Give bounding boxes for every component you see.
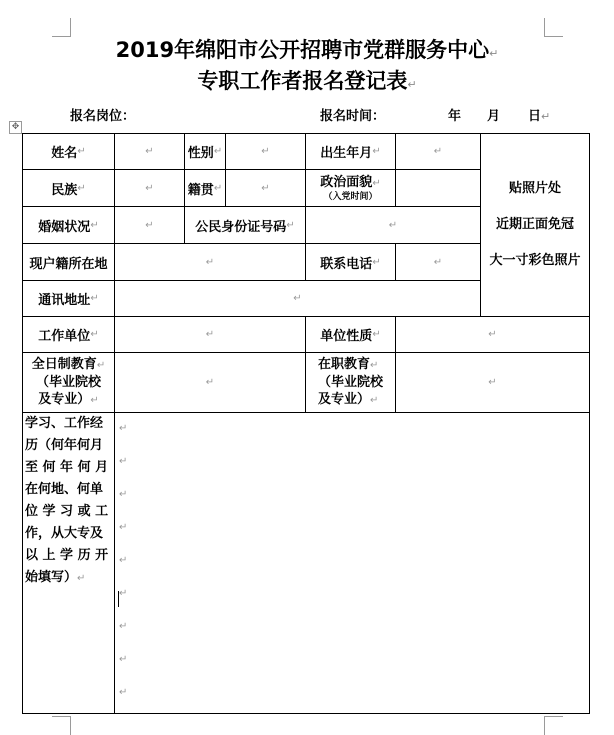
name-field[interactable]: ↵: [114, 133, 185, 170]
employer-field[interactable]: ↵: [114, 316, 306, 353]
month-label: 月: [487, 109, 501, 124]
employer-type-label: 单位性质 ↵: [305, 316, 396, 353]
inservice-education-label: 在职教育↵ （毕业院校 及专业）↵: [305, 352, 396, 413]
fulltime-education-label: 全日制教育↵ （毕业院校 及专业）↵: [22, 352, 115, 413]
ethnicity-field[interactable]: ↵: [114, 169, 185, 207]
politics-label: 政治面貌↵ （入党时间）: [305, 169, 396, 207]
gender-field[interactable]: ↵: [225, 133, 306, 170]
table-move-handle-icon[interactable]: ✥: [9, 121, 22, 134]
employer-label: 工作单位 ↵: [22, 316, 115, 353]
year-label: 年: [448, 109, 462, 124]
history-label: 学习、工作经 历（何年何月 至 何 年 何 月 在何地、何单 位 学 习 或 工 作，从大专及 以 上 学 历 开 始填写）↵: [22, 412, 115, 714]
paragraph-marks: ↵ ↵ ↵ ↵ ↵ ↵ ↵ ↵ ↵: [119, 423, 128, 698]
birth-label: 出生年月 ↵: [305, 133, 396, 170]
birth-field[interactable]: ↵: [395, 133, 481, 170]
native-place-label: 籍贯 ↵: [184, 169, 226, 207]
household-label: 现户籍所在地: [22, 243, 115, 281]
day-label: 日↵: [528, 109, 551, 124]
crop-mark: [544, 716, 563, 735]
join-date-note: （入党时间）: [323, 191, 378, 202]
marital-field[interactable]: ↵: [114, 206, 185, 244]
employer-type-field[interactable]: ↵: [395, 316, 590, 353]
ethnicity-label: 民族 ↵: [22, 169, 115, 207]
address-label: 通讯地址 ↵: [22, 280, 115, 317]
document-title-line-2: 专职工作者报名登记表↵: [197, 69, 417, 93]
address-field[interactable]: ↵: [114, 280, 481, 317]
fulltime-education-field[interactable]: ↵: [114, 352, 306, 413]
gender-label: 性别 ↵: [184, 133, 226, 170]
id-number-label: 公民身份证号码 ↵: [184, 206, 306, 244]
crop-mark: [544, 18, 563, 37]
position-label: 报名岗位：: [70, 109, 136, 124]
marital-label: 婚姻状况 ↵: [22, 206, 115, 244]
id-number-field[interactable]: ↵: [305, 206, 481, 244]
phone-label: 联系电话 ↵: [305, 243, 396, 281]
name-label: 姓名 ↵: [22, 133, 115, 170]
inservice-education-field[interactable]: ↵: [395, 352, 590, 413]
text-cursor: [118, 591, 119, 607]
history-field[interactable]: [114, 412, 590, 714]
crop-mark: [52, 716, 71, 735]
politics-field[interactable]: [395, 169, 481, 207]
phone-field[interactable]: ↵: [395, 243, 481, 281]
time-label: 报名时间：: [320, 109, 386, 124]
crop-mark: [52, 18, 71, 37]
native-place-field[interactable]: ↵: [225, 169, 306, 207]
document-title-line-1: 2019年绵阳市公开招聘市党群服务中心↵: [115, 38, 499, 62]
household-field[interactable]: ↵: [114, 243, 306, 281]
photo-area: 贴照片处 近期正面免冠 大一寸彩色照片: [480, 133, 590, 317]
